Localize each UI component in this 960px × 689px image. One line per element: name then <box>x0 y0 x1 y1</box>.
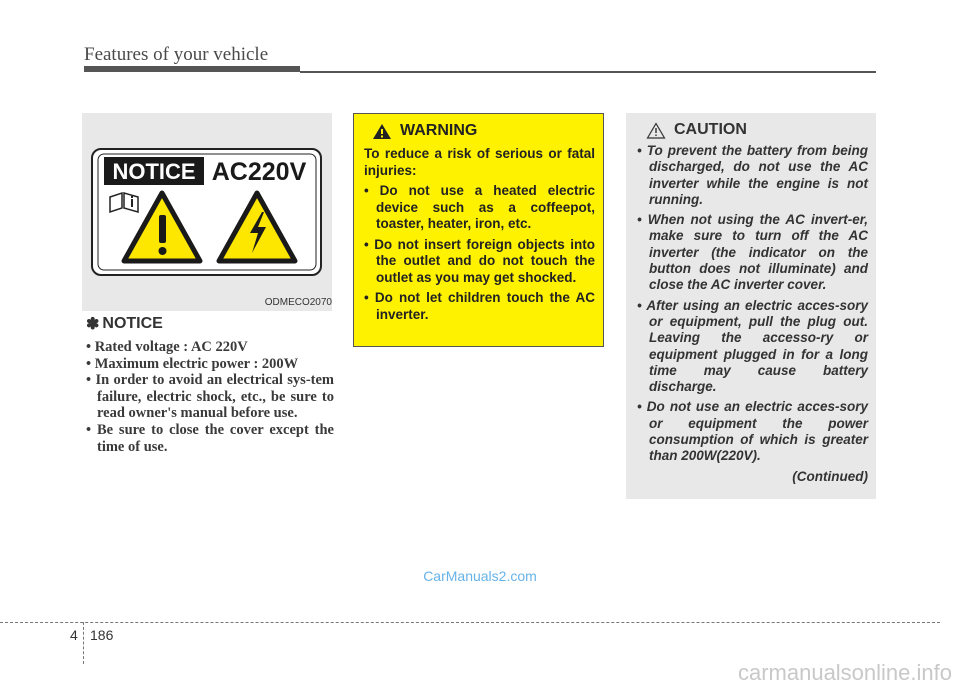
watermark-bottom: carmanualsonline.info <box>737 660 952 685</box>
caution-box <box>626 113 876 499</box>
notice-label-figure <box>82 113 332 311</box>
warning-intro: To reduce a risk of serious or fatal injuries: <box>364 146 595 178</box>
footer-rule <box>0 622 940 623</box>
list-item: • Do not use a heated electric device such as a coffeepot, toaster, heater, iron, etc. <box>364 183 595 231</box>
caution-list <box>637 143 868 465</box>
list-item: • Do not let children touch the AC inverter. <box>364 290 595 322</box>
notice-list <box>86 339 334 455</box>
list-item: • Do not use an electric acces-sory or equipment the power consumption of which is greater than 200W(220V). <box>637 399 868 464</box>
list-item: • Rated voltage : AC 220V <box>86 339 248 355</box>
chapter-number: 4 <box>70 627 78 643</box>
warning-heading-text: WARNING <box>400 122 478 139</box>
page-header-title: Features of your vehicle <box>84 44 269 65</box>
notice-heading <box>86 314 334 334</box>
warning-triangle-icon <box>372 123 392 140</box>
header-bar <box>84 66 300 72</box>
list-item: • To prevent the battery from being discharged, do not use the AC inverter while the engine is not running. <box>637 143 868 207</box>
header-rule <box>300 71 876 73</box>
watermark-link[interactable]: CarManuals2.com <box>423 568 537 584</box>
list-item: • Do not insert foreign objects into the outlet and do not touch the outlet as you may get shocked. <box>364 236 595 285</box>
caution-heading-text: CAUTION <box>674 121 747 138</box>
caution-heading <box>646 121 868 139</box>
list-item: • Maximum electric power : 200W <box>86 355 299 372</box>
warning-list <box>364 183 595 323</box>
footer-divider <box>83 622 84 664</box>
notice-section <box>86 314 334 455</box>
notice-label-illustration <box>82 113 332 311</box>
asterisk-icon: ✽ <box>86 316 100 333</box>
warning-heading <box>372 122 595 140</box>
warning-box <box>353 113 604 347</box>
page-number: 186 <box>90 627 114 643</box>
notice-heading-text: NOTICE <box>102 315 163 332</box>
voltage-text: AC220V <box>211 158 307 186</box>
caution-triangle-icon <box>646 122 666 139</box>
list-item: • In order to avoid an electrical sys-tem failure, electric shock, etc., be sure to read owner's manual before use. <box>86 372 334 422</box>
list-item: • After using an electric acces-sory or equipment, pull the plug out. Leaving the accesso-ry or equipment plugged in for a long time may cause battery discharge. <box>637 297 868 395</box>
notice-word-text: NOTICE <box>112 159 196 184</box>
continued-label: (Continued) <box>792 468 868 484</box>
list-item: • When not using the AC invert-er, make sure to turn off the AC inverter (the indicator on the button does not illuminate) and close the AC inverter cover. <box>637 212 868 293</box>
list-item: • Be sure to close the cover except the time of use. <box>86 421 334 455</box>
figure-code: ODMECO2070 <box>264 297 332 308</box>
